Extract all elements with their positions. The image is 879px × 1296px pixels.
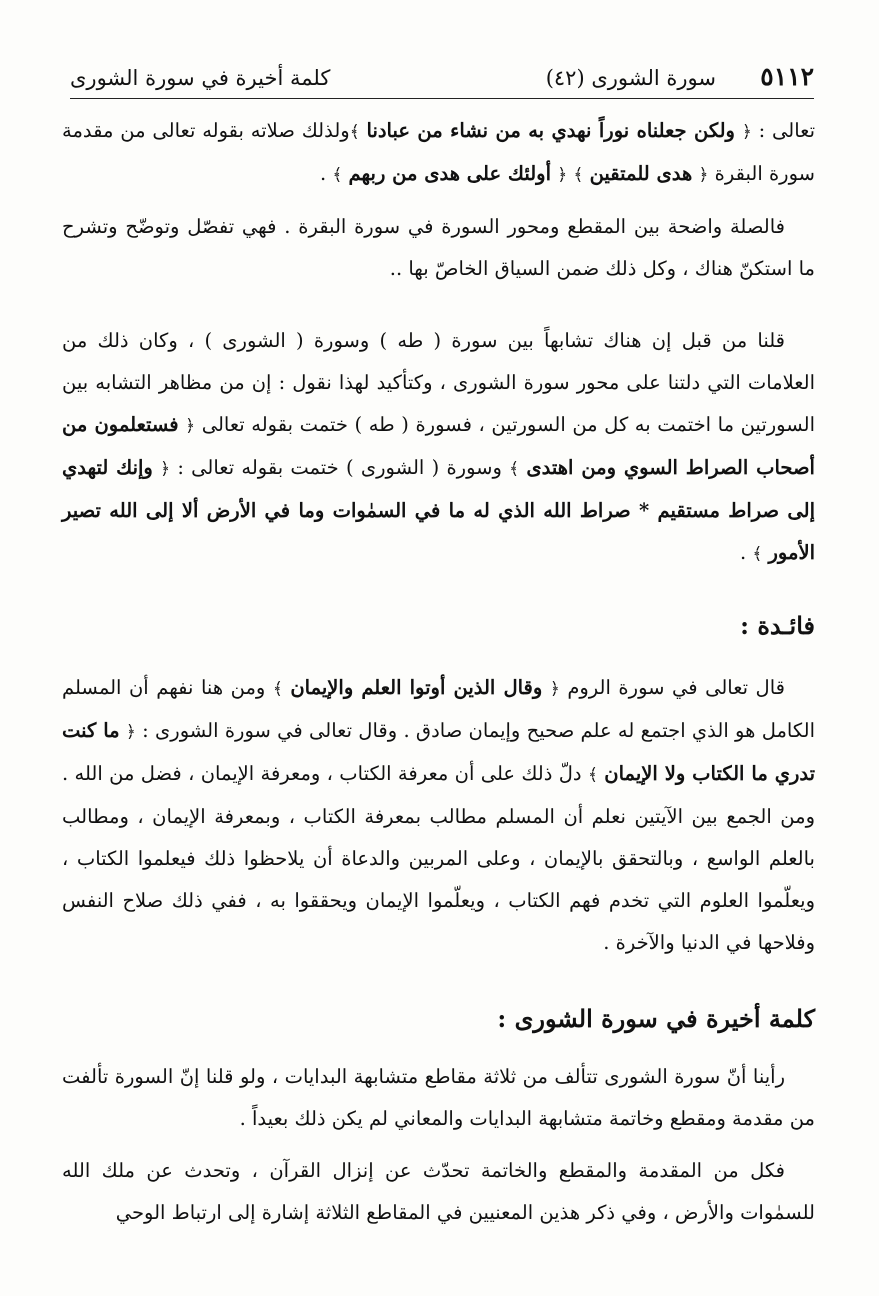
paragraph-6: فكل من المقدمة والمقطع والخاتمة تحدّث عن إنزال القرآن ، وتحدث عن ملك الله للسمٰوات والأرض ، وفي ذكر هذين المعنيين في المقاطع الثلاثة إشارة إلى ارتباط الوحي <box>62 1159 815 1224</box>
text-run: ومن هنا نفهم أن المسلم الكامل هو الذي اجتمع له علم صحيح وإيمان صادق . وقال تعالى في سورة الشورى : <box>62 676 815 742</box>
quran-quote: هدى للمتقين <box>589 162 693 185</box>
running-title: كلمة أخيرة في سورة الشورى <box>70 66 331 90</box>
ornament-open-icon: ﴿ <box>185 416 196 436</box>
ornament-open-icon: ﴿ <box>741 122 752 142</box>
text-run: ولذلك صلاته بقوله تعالى من مقدمة سورة البقرة <box>62 119 815 185</box>
text-run: دلّ ذلك على أن معرفة الكتاب ، ومعرفة الإيمان ، فضل من الله . ومن الجمع بين الآيتين نعلم أن المسلم مطالب بمعرفة الكتاب ، وبمعرفة الإيمان ، ومطالب بالعلم الواسع ، وبالتحقق بالإيمان ، وعلى المربين والدعاة أن يلاحظوا ذلك فيعلموا الكتاب ، ويعلّموا العلوم التي تخدم فهم الكتاب ، ويعلّموا الإيمان ويحققوا به ، ففي ذلك صلاح النفس وفلاحها في الدنيا والآخرة . <box>62 762 815 954</box>
ornament-open-icon: ﴿ <box>160 459 171 479</box>
text-run: قلنا من قبل إن هناك تشابهاً بين سورة ( طه ) وسورة ( الشورى ) ، وكان ذلك من العلامات التي دلتنا على محور سورة الشورى ، وكتأكيد لهذا نقول : إن من مظاهر التشابه بين السورتين ما اختمت به كل من السورتين ، فسورة ( طه ) ختمت بقوله تعالى <box>62 329 815 436</box>
ornament-close-icon: ﴾ <box>573 165 584 185</box>
paragraph-3 <box>62 320 815 575</box>
quran-quote: وقال الذين أوتوا العلم والإيمان <box>290 676 543 699</box>
quran-quote: وإنك لتهدي إلى صراط مستقيم * صراط الله الذي له ما في السمٰوات وما في الأرض ألا إلى الله تصير الأمور <box>62 456 815 564</box>
ornament-close-icon: ﴾ <box>272 679 283 699</box>
section-heading-final-word: كلمة أخيرة في سورة الشورى : <box>497 1004 815 1033</box>
ornament-close-icon: ﴾ <box>509 459 520 479</box>
text-run: وسورة ( الشورى ) ختمت بقوله تعالى : <box>177 456 502 479</box>
text-run: قال تعالى في سورة الروم <box>567 676 785 699</box>
page-body <box>62 110 815 1234</box>
paragraph-5: رأينا أنّ سورة الشورى تتألف من ثلاثة مقاطع متشابهة البدايات ، ولو قلنا إنّ السورة تألفت من مقدمة ومقطع وخاتمة متشابهة البدايات والمعاني لم يكن ذلك بعيداً . <box>62 1065 815 1130</box>
quran-quote: ما كنت تدري ما الكتاب ولا الإيمان <box>62 719 816 785</box>
text-run: . <box>739 541 753 564</box>
paragraph-4 <box>62 667 815 964</box>
quran-quote: فستعلمون من أصحاب الصراط السوي ومن اهتدى <box>62 413 815 479</box>
surah-label: سورة الشورى (٤٢) <box>545 66 716 90</box>
ornament-open-icon: ﴿ <box>549 679 560 699</box>
ornament-open-icon: ﴿ <box>125 722 136 742</box>
ornament-close-icon: ﴾ <box>332 165 343 185</box>
ornament-open-icon: ﴿ <box>698 165 709 185</box>
section-heading-faida: فائـدة : <box>740 611 815 640</box>
ornament-open-icon: ﴿ <box>557 165 568 185</box>
text-run: . <box>319 162 333 185</box>
ornament-close-icon: ﴾ <box>587 765 598 785</box>
text-run: تعالى : <box>758 119 816 142</box>
quran-quote: أولئك على هدى من ربهم <box>348 162 552 185</box>
paragraph-2: فالصلة واضحة بين المقطع ومحور السورة في سورة البقرة . فهي تفصّل وتوضّح وتشرح ما استكنّ هناك ، وكل ذلك ضمن السياق الخاصّ بها .. <box>62 215 815 280</box>
ornament-close-icon: ﴾ <box>752 544 763 564</box>
ornament-close-icon: ﴾ <box>349 122 360 142</box>
paragraph-1 <box>62 110 815 196</box>
page-number: ٥١١٢ <box>760 62 814 91</box>
page-header <box>70 58 814 99</box>
quran-quote: ولكن جعلناه نوراً نهدي به من نشاء من عبادنا <box>366 119 735 142</box>
